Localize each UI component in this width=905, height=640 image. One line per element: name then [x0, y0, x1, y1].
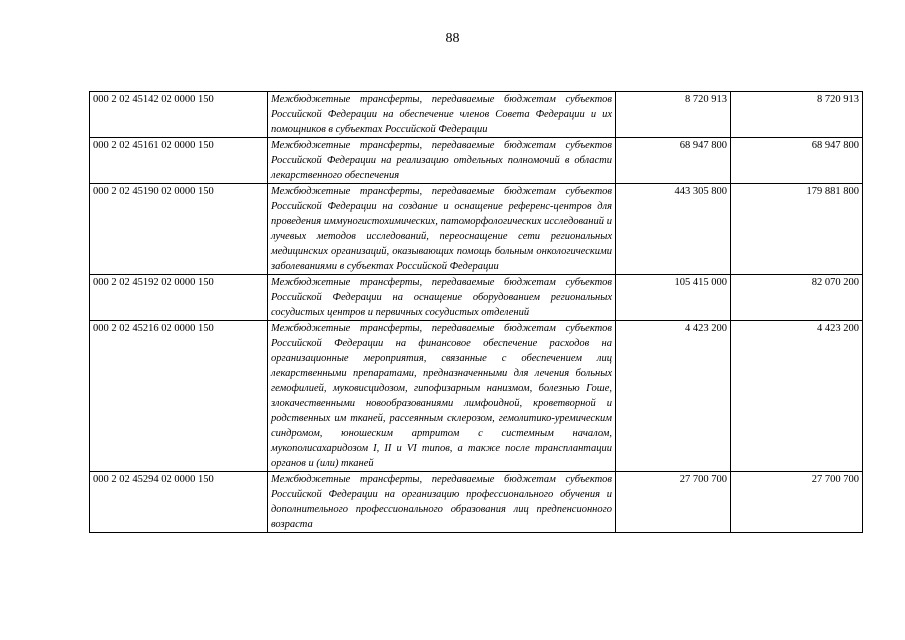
budget-code-cell: 000 2 02 45161 02 0000 150 — [90, 138, 268, 184]
budget-code-cell: 000 2 02 45216 02 0000 150 — [90, 321, 268, 472]
budget-code-cell: 000 2 02 45294 02 0000 150 — [90, 472, 268, 533]
budget-code-cell: 000 2 02 45190 02 0000 150 — [90, 184, 268, 275]
amount-1-cell: 443 305 800 — [616, 184, 731, 275]
amount-2-cell: 68 947 800 — [731, 138, 863, 184]
budget-code-cell: 000 2 02 45192 02 0000 150 — [90, 275, 268, 321]
table-row — [90, 138, 863, 184]
amount-2-cell: 27 700 700 — [731, 472, 863, 533]
description-cell: Межбюджетные трансферты, передаваемые бюджетам субъектов Российской Федерации на финансовое обеспечение расходов на организационные мероприятия, связанные с обеспечением лиц лекарственными препаратами, предназначенными для лечения больных гемофилией, муковисцидозом, гипофизарным нанизмом, болезнью Гоше, злокачественными новообразованиями лимфоидной, кроветворной и родственных им тканей, рассеянным склерозом, гемолитико-уремическим синдромом, юношеским артритом с системным началом, мукополисахаридозом I, II и VI типов, а также после трансплантации органов и (или) тканей — [268, 321, 616, 472]
table-row — [90, 275, 863, 321]
amount-1-cell: 105 415 000 — [616, 275, 731, 321]
amount-2-cell: 8 720 913 — [731, 92, 863, 138]
page-number: 88 — [445, 31, 460, 46]
table-row — [90, 92, 863, 138]
amount-2-cell: 4 423 200 — [731, 321, 863, 472]
description-cell: Межбюджетные трансферты, передаваемые бюджетам субъектов Российской Федерации на реализацию отдельных полномочий в области лекарственного обеспечения — [268, 138, 616, 184]
budget-table — [89, 91, 863, 533]
amount-1-cell: 27 700 700 — [616, 472, 731, 533]
table-row — [90, 472, 863, 533]
description-cell: Межбюджетные трансферты, передаваемые бюджетам субъектов Российской Федерации на обеспечение членов Совета Федерации и их помощников в субъектах Российской Федерации — [268, 92, 616, 138]
amount-2-cell: 179 881 800 — [731, 184, 863, 275]
table-row — [90, 321, 863, 472]
description-cell: Межбюджетные трансферты, передаваемые бюджетам субъектов Российской Федерации на организацию профессионального обучения и дополнительного профессионального образования лиц предпенсионного возраста — [268, 472, 616, 533]
description-cell: Межбюджетные трансферты, передаваемые бюджетам субъектов Российской Федерации на создание и оснащение референс-центров для проведения иммуногистохимических, патоморфологических исследований и лучевых методов исследований, переоснащение сети региональных медицинских организаций, оказывающих помощь больным онкологическими заболеваниями в субъектах Российской Федерации — [268, 184, 616, 275]
amount-2-cell: 82 070 200 — [731, 275, 863, 321]
amount-1-cell: 4 423 200 — [616, 321, 731, 472]
table-row — [90, 184, 863, 275]
amount-1-cell: 8 720 913 — [616, 92, 731, 138]
budget-code-cell: 000 2 02 45142 02 0000 150 — [90, 92, 268, 138]
description-cell: Межбюджетные трансферты, передаваемые бюджетам субъектов Российской Федерации на оснащение оборудованием региональных сосудистых центров и первичных сосудистых отделений — [268, 275, 616, 321]
amount-1-cell: 68 947 800 — [616, 138, 731, 184]
